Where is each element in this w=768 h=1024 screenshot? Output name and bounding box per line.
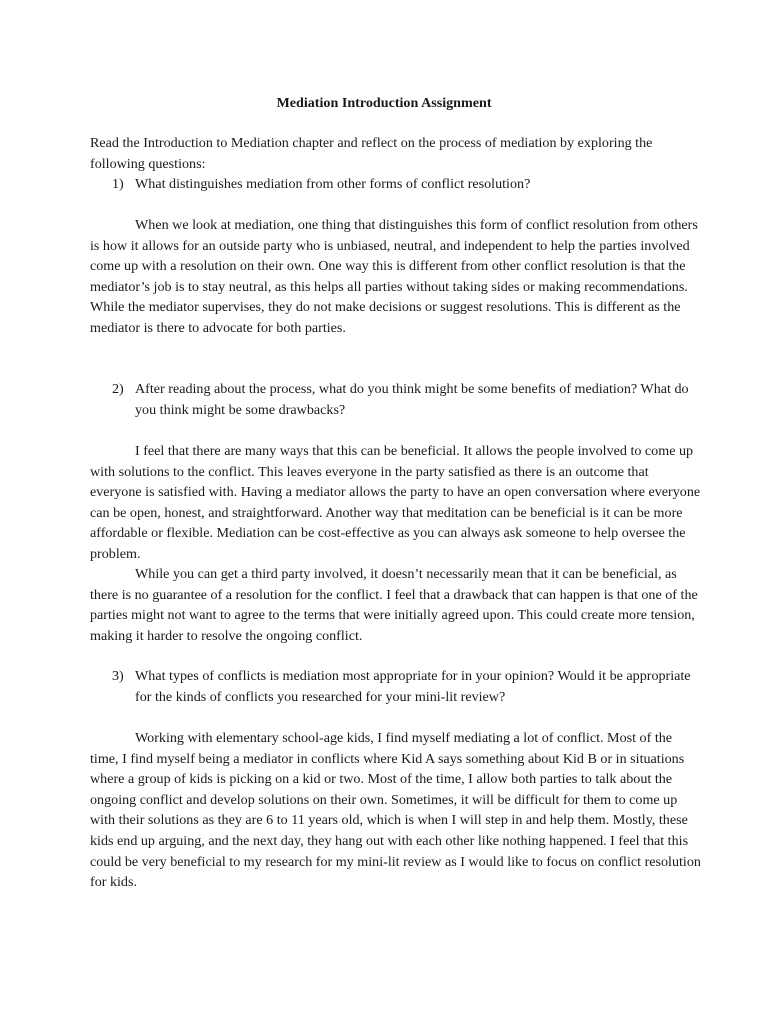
answer-2-paragraph-2: While you can get a third party involved, it doesn’t necessarily mean that it can be beneficial, as there is no guarantee of a resolution for the conflict. I feel that a drawback that can happen is that one of the parties might not want to agree to the terms that were initially agreed upon. This could create more tension, making it harder to resolve the ongoing conflict. — [90, 566, 698, 644]
answer-3-paragraph: Working with elementary school-age kids, I find myself mediating a lot of conflict. Most of the time, I find myself being a mediator in conflicts where Kid A says something about Kid B or in situations where a group of kids is picking on a kid or two. Most of the time, I allow both parties to talk about the ongoing conflict and develop solutions on their own. Sometimes, it will be difficult for them to come up with their solutions as they are 6 to 11 years old, which is when I will step in and help them. Mostly, these kids end up arguing, and the next day, they hang out with each other like nothing happened. I feel that this could be very beneficial to my research for my mini-lit review as I would like to focus on conflict resolution for kids. — [90, 730, 701, 891]
question-text: After reading about the process, what do you think might be some benefits of mediation? What do you think might be some drawbacks? — [135, 381, 689, 418]
question-text: What types of conflicts is mediation most appropriate for in your opinion? Would it be appropriate for the kinds of conflicts you researched for your mini-lit review? — [135, 668, 691, 705]
question-number: 1) — [112, 176, 124, 192]
intro-paragraph: Read the Introduction to Mediation chapter and reflect on the process of mediation by exploring the following questions: — [90, 135, 653, 172]
question-number: 2) — [112, 381, 124, 397]
answer-2-paragraph-1: I feel that there are many ways that this can be beneficial. It allows the people involved to come up with solutions to the conflict. This leaves everyone in the party satisfied as there is an outcome that everyone is satisfied with. Having a mediator allows the party to have an open conversation where everyone can be open, honest, and straightforward. Another way that meditation can be beneficial is it can be more affordable or flexible. Mediation can be cost-effective as you can always ask someone to help oversee the problem. — [90, 443, 701, 562]
document-title: Mediation Introduction Assignment — [276, 95, 492, 111]
answer-1-paragraph: When we look at mediation, one thing that distinguishes this form of conflict resolution from others is how it allows for an outside party who is unbiased, neutral, and independent to help the parties involved come up with a resolution on their own. One way this is different from other conflict resolution is that the mediator’s job is to stay neutral, as this helps all parties without taking sides or making recommendations. While the mediator supervises, they do not make decisions or suggest resolutions. This is different as the mediator is there to advocate for both parties. — [90, 217, 698, 336]
question-text: What distinguishes mediation from other forms of conflict resolution? — [135, 176, 531, 192]
question-number: 3) — [112, 668, 124, 684]
